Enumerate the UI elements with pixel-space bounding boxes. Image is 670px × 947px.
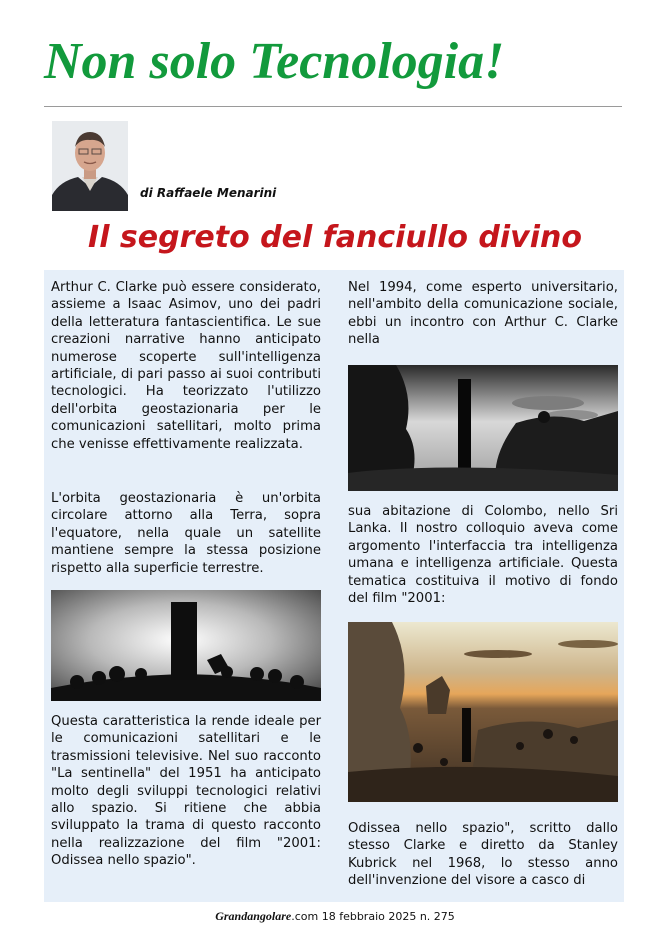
left-column-paragraph: L'orbita geostazionaria è un'orbita circolare attorno alla Terra, sopra l'equatore, nella quale un satellite mantiene sempre la stessa posizione rispetto alla superficie terrestre. [51, 491, 321, 576]
author-byline: di Raffaele Menarini [140, 186, 277, 200]
left-column-paragraph: Questa caratteristica la rende ideale per le comunicazioni satellitari e le trasmissioni televisive. Nel suo racconto "La sentinella" del 1951 ha anticipato molto degli sviluppi tecnologici relativi allo spazio. Si ritiene che abbia sviluppato la trama di questo racconto nella realizzazione del film "2001: Odissea nello spazio". [51, 714, 321, 869]
author-photo [52, 121, 128, 211]
masthead-divider [44, 106, 622, 107]
left-column-paragraph: Arthur C. Clarke può essere considerato, assieme a Isaac Asimov, uno dei padri della letteratura fantascientifica. Le sue creazioni narrative hanno anticipato numerose scoperte sull'intelligenza artificiale, di pari passo ai suoi contributi tecnologici. Ha teorizzato l'utilizzo dell'orbita geostazionaria per le comunicazioni satellitari, molto prima che venisse effettivamente realizzata. [51, 280, 321, 452]
monolith-desert-sunrise-photo [348, 622, 618, 802]
masthead-title: Non solo Tecnologia! [44, 33, 505, 90]
right-column-paragraph: Odissea nello spazio", scritto dallo stesso Clarke e diretto da Stanley Kubrick nel 1968, lo stesso anno dell'invenzione del visore a casco di [348, 821, 618, 889]
article-title: Il segreto del fanciullo divino [88, 220, 582, 255]
monolith-rocks-photo [348, 365, 618, 491]
page-footer [0, 909, 670, 924]
right-column-paragraph: Nel 1994, come esperto universitario, nell'ambito della comunicazione sociale, ebbi un incontro con Arthur C. Clarke nella [348, 280, 618, 348]
footer-site-name: Grandangolare [215, 909, 292, 923]
right-column-paragraph: sua abitazione di Colombo, nello Sri Lanka. Il nostro colloquio aveva come argomento l'interfaccia tra intelligenza umana e intelligenza artificiale. Questa tematica costituiva il motivo di fondo del film "2001: [348, 504, 618, 607]
monolith-apes-photo [51, 590, 321, 701]
footer-issue: 18 febbraio 2025 n. 275 [321, 910, 455, 923]
footer-site-tld: .com [291, 910, 319, 923]
